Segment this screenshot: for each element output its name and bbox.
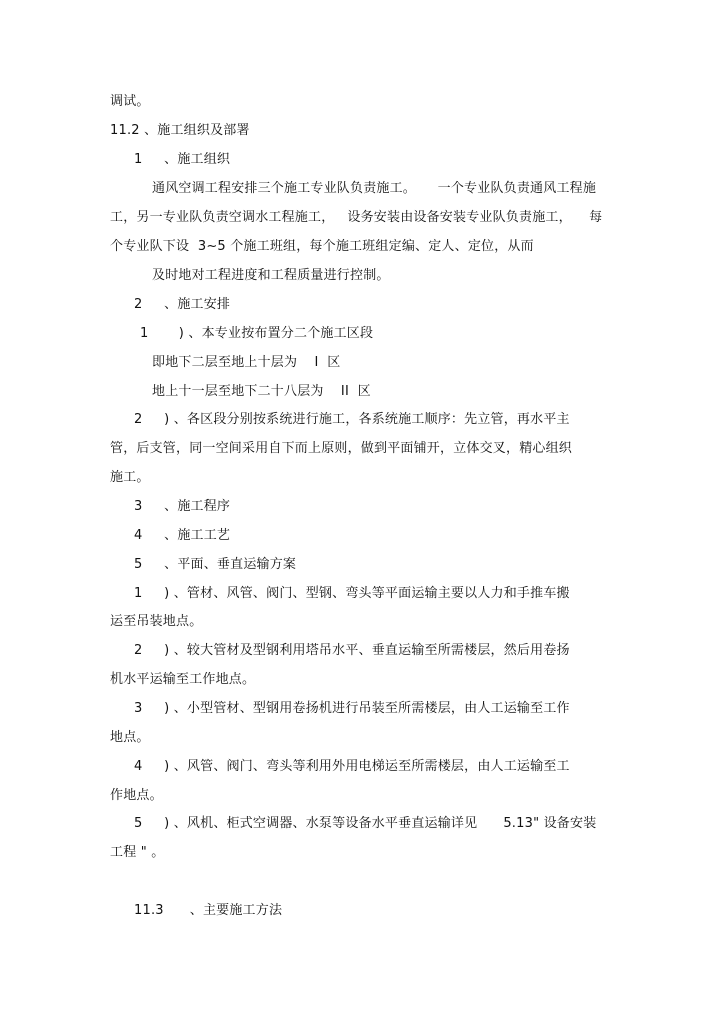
subheading-2: 2 、施工安排: [134, 297, 231, 312]
section-heading-11-3: 11.3 、主要施工方法: [134, 903, 283, 918]
text-line-18: 1 ) 、管材、风管、阀门、型钢、弯头等平面运输主要以人力和手推车搬: [134, 586, 570, 601]
text-line-6: 个专业队下设 3~5 个施工班组，每个施工班组定编、定人、定位，从而: [110, 239, 534, 254]
text-line-12: 2 ) 、各区段分别按系统进行施工，各系统施工顺序：先立管，再水平主: [134, 412, 570, 427]
subheading-4: 4 、施工工艺: [134, 528, 231, 543]
text-line-4: 通风空调工程安排三个施工专业队负责施工。 一个专业队负责通风工程施: [152, 181, 597, 196]
subheading-3: 3 、施工程序: [134, 499, 231, 514]
text-line-24: 4 ) 、风管、阀门、弯头等利用外用电梯运至所需楼层，由人工运输至工: [134, 759, 570, 774]
text-line-19: 运至吊装地点。: [110, 614, 203, 629]
text-line-23: 地点。: [110, 730, 150, 745]
text-line-10: 即地下二层至地上十层为 I 区: [152, 355, 341, 370]
text-line-5: 工，另一专业队负责空调水工程施工， 设务安装由设备安装专业队负责施工， 每: [110, 210, 603, 225]
text-line-1: 调试。: [110, 94, 150, 109]
text-line-21: 机水平运输至工作地点。: [110, 672, 256, 687]
text-line-13: 管，后支管，同一空间采用自下而上原则，做到平面铺开，立体交叉，精心组织: [110, 441, 573, 456]
subheading-5: 5 、平面、垂直运输方案: [134, 557, 297, 572]
text-line-25: 作地点。: [110, 788, 163, 803]
subheading-1: 1 、施工组织: [134, 152, 231, 167]
text-line-27: 工程 " 。: [110, 845, 165, 860]
section-heading-11-2: 11.2 、施工组织及部署: [110, 123, 250, 138]
text-line-11: 地上十一层至地下二十八层为 II 区: [152, 384, 371, 399]
text-line-9: 1 ) 、本专业按布置分二个施工区段: [140, 326, 374, 341]
text-line-22: 3 ) 、小型管材、型钢用卷扬机进行吊装至所需楼层，由人工运输至工作: [134, 701, 570, 716]
text-line-26: 5 ) 、风机、柜式空调器、水泵等设备水平垂直运输详见 5.13" 设备安装: [134, 816, 597, 831]
text-line-20: 2 ) 、较大管材及型钢利用塔吊水平、垂直运输至所需楼层，然后用卷扬: [134, 643, 570, 658]
text-line-7: 及时地对工程进度和工程质量进行控制。: [152, 268, 390, 283]
text-line-14: 施工。: [110, 470, 150, 485]
